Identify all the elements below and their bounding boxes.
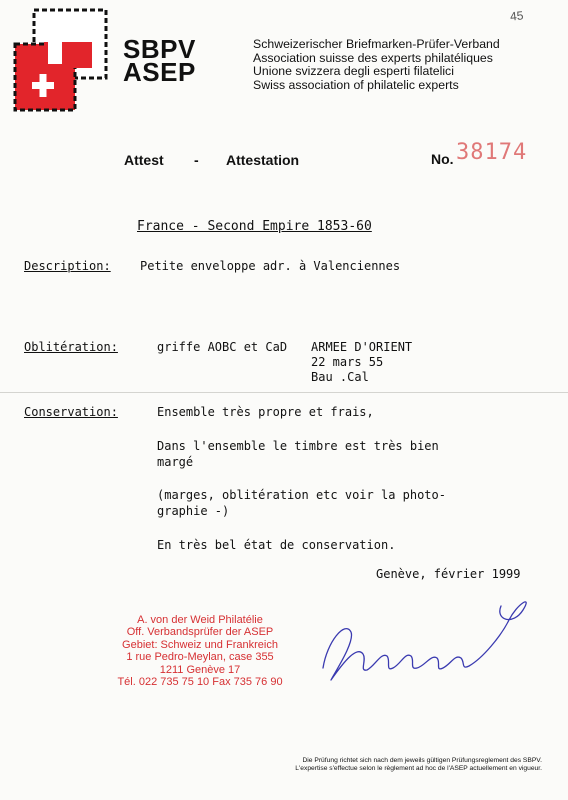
sbpv-logo-stamp (8, 6, 118, 118)
obliteration-label: Oblitération: (24, 340, 118, 354)
title-dash: - (194, 152, 199, 168)
org-name-it: Unione svizzera degli esperti filatelici (253, 64, 454, 78)
fold-line (0, 392, 568, 393)
abbr-asep: ASEP (123, 57, 196, 87)
postmark-line-3: Bau .Cal (311, 370, 369, 384)
corner-note: 45 (509, 8, 525, 24)
org-name-fr: Association suisse des experts philatéliques (253, 50, 493, 65)
subject-line: France - Second Empire 1853-60 (137, 219, 372, 234)
certificate-number: 38174 (456, 140, 528, 165)
conservation-line-4: (marges, oblitération etc voir la photo- (157, 488, 446, 502)
conservation-line-1: Ensemble très propre et frais, (157, 405, 374, 419)
conservation-line-6: En très bel état de conservation. (157, 538, 396, 552)
postmark-line-2: 22 mars 55 (311, 355, 384, 369)
certificate-no-label: No. (431, 151, 454, 167)
expert-stamp-line-5: 1211 Genève 17 (159, 663, 241, 676)
org-name-de: Schweizerischer Briefmarken-Prüfer-Verband (253, 37, 500, 51)
conservation-line-5: graphie -) (157, 504, 230, 518)
place-date: Genève, février 1999 (376, 567, 521, 581)
conservation-line-2: Dans l'ensemble le timbre est très bien (157, 439, 439, 453)
footer-line-2: L'expertise s'effectue selon le règlement ad hoc de l'ASEP actuellement en vigueur. (295, 765, 542, 772)
title-attestation: Attestation (226, 152, 300, 168)
expert-stamp-line-1: A. von der Weid Philatélie (137, 614, 263, 626)
expert-stamp-line-3: Gebiet: Schweiz und Frankreich (122, 638, 278, 651)
conservation-line-3: margé (157, 455, 194, 469)
org-name-en: Swiss association of philatelic experts (253, 77, 459, 92)
expert-stamp-line-6: Tél. 022 735 75 10 Fax 735 76 90 (117, 676, 283, 689)
obliteration-value: griffe AOBC et CaD (157, 340, 288, 354)
footer-note (182, 757, 542, 773)
handwritten-signature (305, 580, 545, 690)
expert-stamp-line-4: 1 rue Pedro-Meylan, case 355 (126, 651, 274, 664)
expert-stamp (80, 614, 320, 688)
org-names (253, 38, 500, 92)
description-label: Description: (24, 259, 111, 273)
abbr-sbpv: SBPV (123, 34, 196, 64)
description-value: Petite enveloppe adr. à Valenciennes (140, 259, 401, 273)
footer-line-1: Die Prüfung richtet sich nach dem jeweils gültigen Prüfungsreglement des SBPV. (302, 757, 542, 764)
expert-stamp-line-2: Off. Verbandsprüfer der ASEP (126, 626, 274, 639)
postmark-line-1: ARMEE D'ORIENT (311, 340, 413, 354)
conservation-label: Conservation: (24, 405, 118, 419)
title-attest: Attest (124, 152, 164, 168)
